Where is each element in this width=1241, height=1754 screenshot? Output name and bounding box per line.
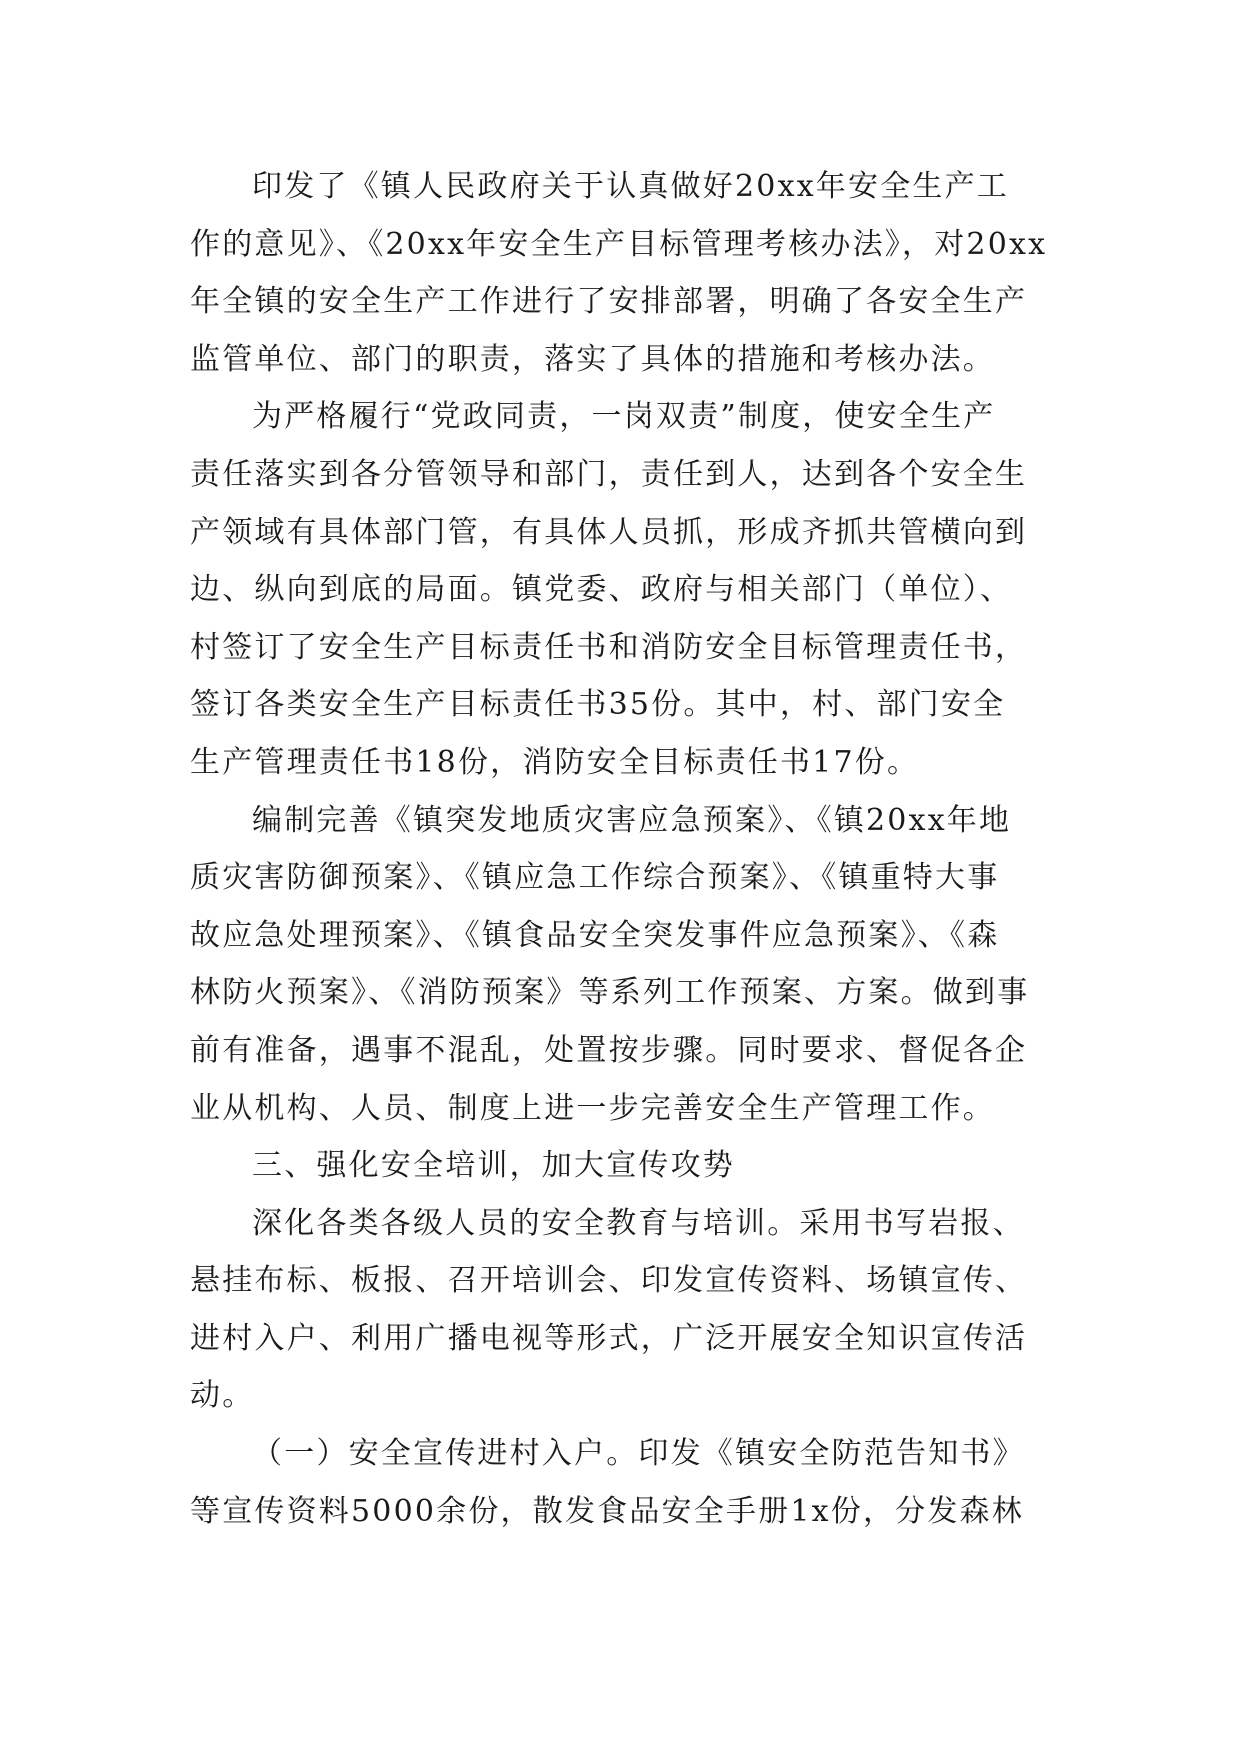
text-line: 签订各类安全生产目标责任书35份。其中，村、部门安全: [190, 687, 1006, 723]
text-line: 边、纵向到底的局面。镇党委、政府与相关部门（单位）、: [190, 572, 1013, 608]
text-line: 深化各类各级人员的安全教育与培训。采用书写岩报、: [252, 1205, 1025, 1241]
text-line: （一）安全宣传进村入户。印发《镇安全防范告知书》: [252, 1436, 1025, 1472]
text-line: 林防火预案》、《消防预案》等系列工作预案、方案。做到事: [190, 975, 1030, 1011]
text-line: 悬挂布标、板报、召开培训会、印发宣传资料、场镇宣传、: [190, 1263, 1028, 1299]
section-heading: 三、强化安全培训，加大宣传攻势: [252, 1148, 735, 1184]
text-line: 前有准备，遇事不混乱，处置按步骤。同时要求、督促各企: [190, 1032, 1028, 1068]
text-line: 为严格履行“党政同责，一岗双责”制度，使安全生产: [252, 399, 996, 435]
text-line: 质灾害防御预案》、《镇应急工作综合预案》、《镇重特大事: [190, 860, 1000, 896]
text-line: 责任落实到各分管领导和部门，责任到人，达到各个安全生: [190, 456, 1028, 492]
text-line: 进村入户、利用广播电视等形式，广泛开展安全知识宣传活: [190, 1320, 1028, 1356]
document-body: [190, 158, 1052, 1540]
text-line: 动。: [190, 1378, 255, 1414]
text-line: 村签订了安全生产目标责任书和消防安全目标管理责任书，: [190, 629, 1028, 665]
text-line: 作的意见》、《20xx年安全生产目标管理考核办法》，对20xx: [190, 226, 1048, 262]
text-line: 年全镇的安全生产工作进行了安排部署，明确了各安全生产: [190, 284, 1028, 320]
text-line: 监管单位、部门的职责，落实了具体的措施和考核办法。: [190, 341, 995, 377]
text-line: 编制完善《镇突发地质灾害应急预案》、《镇20xx年地: [252, 802, 1012, 838]
text-line: 生产管理责任书18份，消防安全目标责任书17份。: [190, 744, 920, 780]
text-line: 等宣传资料5000余份，散发食品安全手册1x份，分发森林: [190, 1493, 1024, 1529]
text-line: 印发了《镇人民政府关于认真做好20xx年安全生产工: [252, 169, 1010, 204]
text-line: 业从机构、人员、制度上进一步完善安全生产管理工作。: [190, 1090, 995, 1126]
text-line: 产领域有具体部门管，有具体人员抓，形成齐抓共管横向到: [190, 514, 1028, 550]
text-line: 故应急处理预案》、《镇食品安全突发事件应急预案》、《森: [190, 917, 1000, 953]
